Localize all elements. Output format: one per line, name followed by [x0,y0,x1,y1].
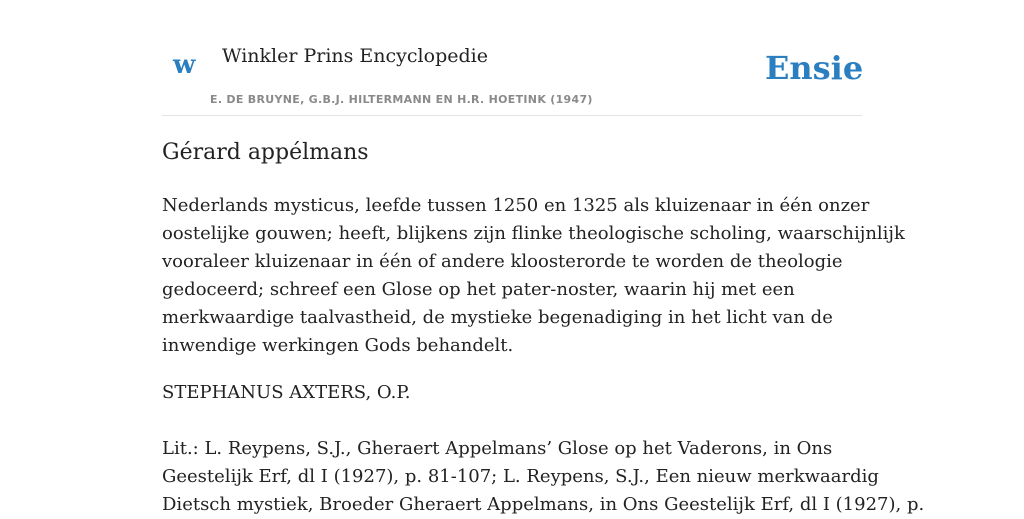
body-line: oostelijke gouwen; heeft, blijkens zijn flinke theologische scholing, waarschijnlijk [162,223,905,244]
literature-references [162,435,925,519]
body-line: vooraleer kluizenaar in één of andere kloosterorde te worden de theologie [162,251,843,272]
body-line: Nederlands mysticus, leefde tussen 1250 en 1325 als kluizenaar in één onzer [162,195,870,216]
body-line: merkwaardige taalvastheid, de mystieke begenadiging in het licht van de [162,307,833,328]
ensie-logo[interactable]: Ensie [765,49,864,87]
article-body [162,192,905,360]
literature-line: Dietsch mystiek, Broeder Gheraert Appelmans, in Ons Geestelijk Erf, dl I (1927), p. [162,494,925,515]
header-divider [162,115,862,116]
literature-line: Geestelijk Erf, dl I (1927), p. 81-107; L. Reypens, S.J., Een nieuw merkwaardig [162,466,879,487]
article-title: Gérard appélmans [162,140,369,165]
literature-line: Lit.: L. Reypens, S.J., Gheraert Appelmans’ Glose op het Vaderons, in Ons [162,438,833,459]
body-line: inwendige werkingen Gods behandelt. [162,335,514,356]
body-line: gedoceerd; schreef een Glose op het pater-noster, waarin hij met een [162,279,795,300]
publication-authors: E. DE BRUYNE, G.B.J. HILTERMANN EN H.R. HOETINK (1947) [210,93,593,106]
logo-w[interactable]: w [173,50,196,80]
author-signature: STEPHANUS AXTERS, O.P. [162,382,411,403]
publication-title[interactable]: Winkler Prins Encyclopedie [222,45,488,67]
